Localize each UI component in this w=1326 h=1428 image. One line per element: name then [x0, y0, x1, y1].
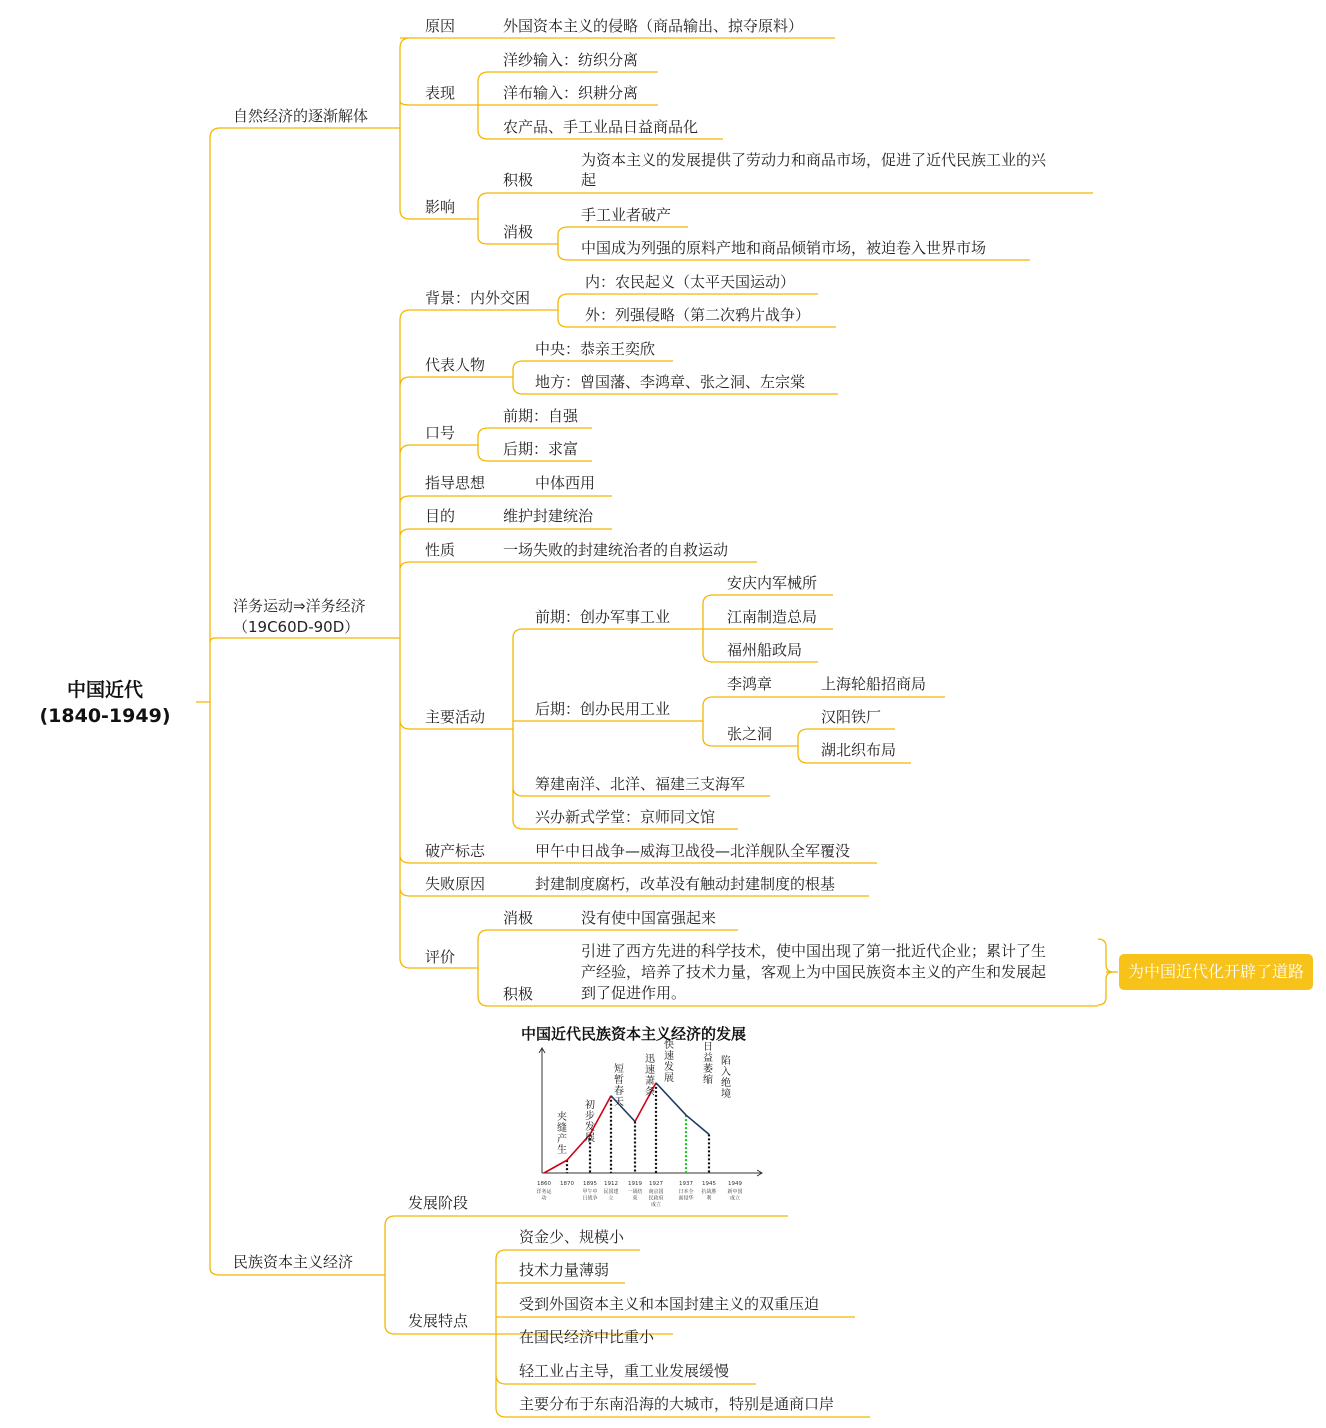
node-feature-item[interactable]: 资金少、规模小: [519, 1228, 625, 1246]
node-impact-negative-label[interactable]: 消极: [503, 223, 534, 241]
node-li-hongzhang[interactable]: 李鸿章: [727, 675, 773, 693]
chart-event-label: 日本全: [678, 1189, 694, 1195]
chart-event-label: 立: [608, 1195, 614, 1202]
chart-tick-label: 1912: [604, 1181, 618, 1187]
chart-stage-label: 生: [557, 1145, 567, 1156]
chart-event-label: 束: [632, 1195, 638, 1202]
node-zhang-zhidong[interactable]: 张之洞: [727, 725, 773, 743]
node-military-industry-label[interactable]: 前期：创办军事工业: [535, 608, 671, 626]
chart-stage-label: 绝: [721, 1078, 731, 1089]
chart-event-label: 新中国: [727, 1189, 743, 1195]
root-subtitle: (1840-1949): [39, 705, 171, 727]
chart-stage-label: 缝: [557, 1123, 567, 1134]
chart-stage-label: 产: [557, 1134, 567, 1145]
node-impact-positive-label[interactable]: 积极: [503, 171, 534, 189]
chart-tick-label: 1919: [628, 1181, 642, 1187]
node-failure-text[interactable]: 封建制度腐朽，改革没有触动封建制度的根基: [535, 875, 836, 893]
chart-stage-label: 展: [664, 1073, 674, 1084]
node-impact-label[interactable]: 影响: [425, 198, 456, 216]
branch-westernization-line2[interactable]: （19C60D-90D）: [233, 618, 360, 636]
chart-event-label: 成立: [729, 1195, 741, 1202]
node-impact-positive-line2[interactable]: 起: [581, 171, 597, 189]
node-figures-item[interactable]: 地方：曾国藩、李鸿章、张之洞、左宗棠: [535, 373, 806, 391]
branch-national-capitalism[interactable]: 民族资本主义经济: [233, 1253, 354, 1271]
node-nature-text[interactable]: 一场失败的封建统治者的自救运动: [503, 541, 729, 559]
chart-stage-label: 短: [614, 1064, 624, 1075]
chart-stage-label: 迅: [645, 1054, 655, 1065]
node-features-label[interactable]: 发展特点: [408, 1312, 469, 1330]
chart-stage-label: 天: [614, 1097, 624, 1108]
chart-tick-label: 1949: [728, 1181, 742, 1187]
node-manifestation-item[interactable]: 农产品、手工业品日益商品化: [503, 118, 699, 136]
node-evaluation-negative-label[interactable]: 消极: [503, 909, 534, 927]
node-cause-label[interactable]: 原因: [425, 17, 456, 35]
summary-callout[interactable]: 为中国近代化开辟了道路: [1119, 954, 1313, 990]
node-background-item[interactable]: 内：农民起义（太平天国运动）: [585, 273, 796, 291]
chart-series-segment: [544, 1160, 567, 1173]
chart-series-segment: [656, 1083, 686, 1115]
node-feature-item[interactable]: 在国民经济中比重小: [519, 1328, 655, 1346]
chart-tick-label: 1927: [649, 1181, 663, 1187]
chart-stage-label: 展: [585, 1133, 595, 1144]
node-feature-item[interactable]: 技术力量薄弱: [519, 1261, 610, 1279]
chart-event-label: 动: [541, 1195, 547, 1202]
node-bankruptcy-text[interactable]: 甲午中日战争—威海卫战役—北洋舰队全军覆没: [535, 842, 851, 860]
node-feature-item[interactable]: 主要分布于东南沿海的大城市，特别是通商口岸: [519, 1395, 835, 1413]
chart-stage-label: 萎: [703, 1064, 713, 1075]
chart-title: 中国近代民族资本主义经济的发展: [521, 1025, 747, 1043]
chart-event-label: 民国建: [603, 1189, 619, 1195]
chart-stage-label: 缩: [703, 1075, 713, 1086]
node-li-hongzhang-item[interactable]: 上海轮船招商局: [821, 675, 927, 693]
chart-event-label: 洋务运: [536, 1189, 552, 1195]
node-military-industry-item[interactable]: 江南制造总局: [727, 608, 818, 626]
chart-stage-label: 快: [664, 1040, 674, 1051]
chart-event-label: 日战争: [582, 1195, 598, 1202]
node-evaluation-negative-text[interactable]: 没有使中国富强起来: [581, 909, 717, 927]
node-slogan-item[interactable]: 后期：求富: [503, 440, 579, 458]
root-title: 中国近代: [66, 679, 143, 701]
chart-stage-label: 速: [645, 1065, 655, 1076]
chart-event-label: 抗战胜: [701, 1189, 717, 1195]
chart-tick-label: 1937: [679, 1181, 693, 1187]
node-slogan-label[interactable]: 口号: [425, 424, 456, 442]
node-ideology-label[interactable]: 指导思想: [425, 474, 486, 492]
node-impact-negative-item[interactable]: 中国成为列强的原料产地和商品倾销市场，被迫卷入世界市场: [581, 239, 987, 257]
chart-event-label: 面侵华: [678, 1195, 694, 1202]
node-bankruptcy-label[interactable]: 破产标志: [425, 842, 486, 860]
node-school[interactable]: 兴办新式学堂：京师同文馆: [535, 808, 716, 826]
chart-stage-label: 夹: [557, 1112, 567, 1123]
node-figures-item[interactable]: 中央：恭亲王奕欣: [535, 340, 656, 358]
node-manifestation-label[interactable]: 表现: [425, 84, 456, 102]
node-figures-label[interactable]: 代表人物: [425, 356, 486, 374]
node-evaluation-label[interactable]: 评价: [425, 948, 456, 966]
node-slogan-item[interactable]: 前期：自强: [503, 407, 579, 425]
chart-event-label: 一战结: [627, 1189, 643, 1195]
node-military-industry-item[interactable]: 福州船政局: [727, 641, 803, 659]
chart-stage-label: 境: [721, 1089, 731, 1100]
chart-stage-label: 萧: [645, 1076, 655, 1087]
branch-natural-economy[interactable]: 自然经济的逐渐解体: [233, 107, 369, 125]
node-purpose-text[interactable]: 维护封建统治: [503, 507, 594, 525]
node-evaluation-positive-label[interactable]: 积极: [503, 985, 534, 1003]
node-manifestation-item[interactable]: 洋布输入：织耕分离: [503, 84, 639, 102]
node-impact-positive-line1[interactable]: 为资本主义的发展提供了劳动力和商品市场，促进了近代民族工业的兴: [581, 151, 1047, 169]
chart-stage-label: 入: [721, 1067, 731, 1078]
chart-event-label: 南京国: [648, 1189, 664, 1195]
chart-event-label: 利: [706, 1195, 712, 1202]
node-background-item[interactable]: 外：列强侵略（第二次鸦片战争）: [585, 306, 811, 324]
root-node[interactable]: [30, 677, 180, 729]
chart-event-label: 成立: [650, 1202, 662, 1208]
node-military-industry-item[interactable]: 安庆内军械所: [727, 574, 818, 592]
chart-stage-label: 发: [664, 1062, 674, 1073]
node-evaluation-positive-line3[interactable]: 到了促进作用。: [581, 984, 687, 1002]
node-ideology-text[interactable]: 中体西用: [535, 474, 596, 492]
chart-stage-label: 陷: [721, 1056, 731, 1067]
development-line-chart: [534, 1040, 774, 1215]
node-evaluation-positive-line2[interactable]: 产经验，培养了技术力量，客观上为中国民族资本主义的产生和发展起: [581, 963, 1047, 981]
node-zhang-zhidong-item[interactable]: 汉阳铁厂: [821, 708, 882, 726]
chart-stage-label: 步: [585, 1111, 595, 1122]
chart-stage-label: 速: [664, 1051, 674, 1062]
node-feature-item[interactable]: 轻工业占主导，重工业发展缓慢: [519, 1362, 730, 1380]
node-cause-text[interactable]: 外国资本主义的侵略（商品输出、掠夺原料）: [503, 17, 804, 35]
chart-stage-label: 益: [703, 1053, 713, 1064]
chart-stage-label: 春: [614, 1086, 624, 1097]
chart-stage-label: 条: [645, 1087, 655, 1098]
node-stages-label[interactable]: 发展阶段: [408, 1194, 469, 1212]
node-failure-label[interactable]: 失败原因: [425, 875, 486, 893]
chart-tick-label: 1945: [702, 1181, 716, 1187]
branch-westernization-line1[interactable]: 洋务运动⇒洋务经济: [233, 597, 366, 615]
node-civil-industry-label[interactable]: 后期：创办民用工业: [535, 700, 671, 718]
node-zhang-zhidong-item[interactable]: 湖北织布局: [821, 741, 897, 759]
chart-stage-label: 暂: [614, 1075, 624, 1086]
chart-event-label: 甲午中: [582, 1189, 598, 1195]
node-background-label[interactable]: 背景：内外交困: [425, 289, 531, 307]
chart-stage-label: 日: [703, 1042, 713, 1053]
node-feature-item[interactable]: 受到外国资本主义和本国封建主义的双重压迫: [519, 1295, 820, 1313]
node-nature-label[interactable]: 性质: [425, 541, 456, 559]
chart-tick-label: 1895: [583, 1181, 597, 1187]
node-activities-label[interactable]: 主要活动: [425, 708, 486, 726]
node-purpose-label[interactable]: 目的: [425, 507, 456, 525]
node-evaluation-positive-line1[interactable]: 引进了西方先进的科学技术，使中国出现了第一批近代企业；累计了生: [581, 942, 1047, 960]
chart-tick-label: 1870: [560, 1181, 574, 1187]
chart-series-segment: [686, 1115, 709, 1134]
chart-tick-label: 1860: [537, 1181, 551, 1187]
chart-stage-label: 初: [585, 1100, 595, 1111]
node-manifestation-item[interactable]: 洋纱输入：纺织分离: [503, 51, 639, 69]
node-navy[interactable]: 筹建南洋、北洋、福建三支海军: [535, 775, 746, 793]
chart-event-label: 民政府: [648, 1195, 664, 1202]
node-impact-negative-item[interactable]: 手工业者破产: [581, 206, 672, 224]
chart-stage-label: 发: [585, 1122, 595, 1133]
